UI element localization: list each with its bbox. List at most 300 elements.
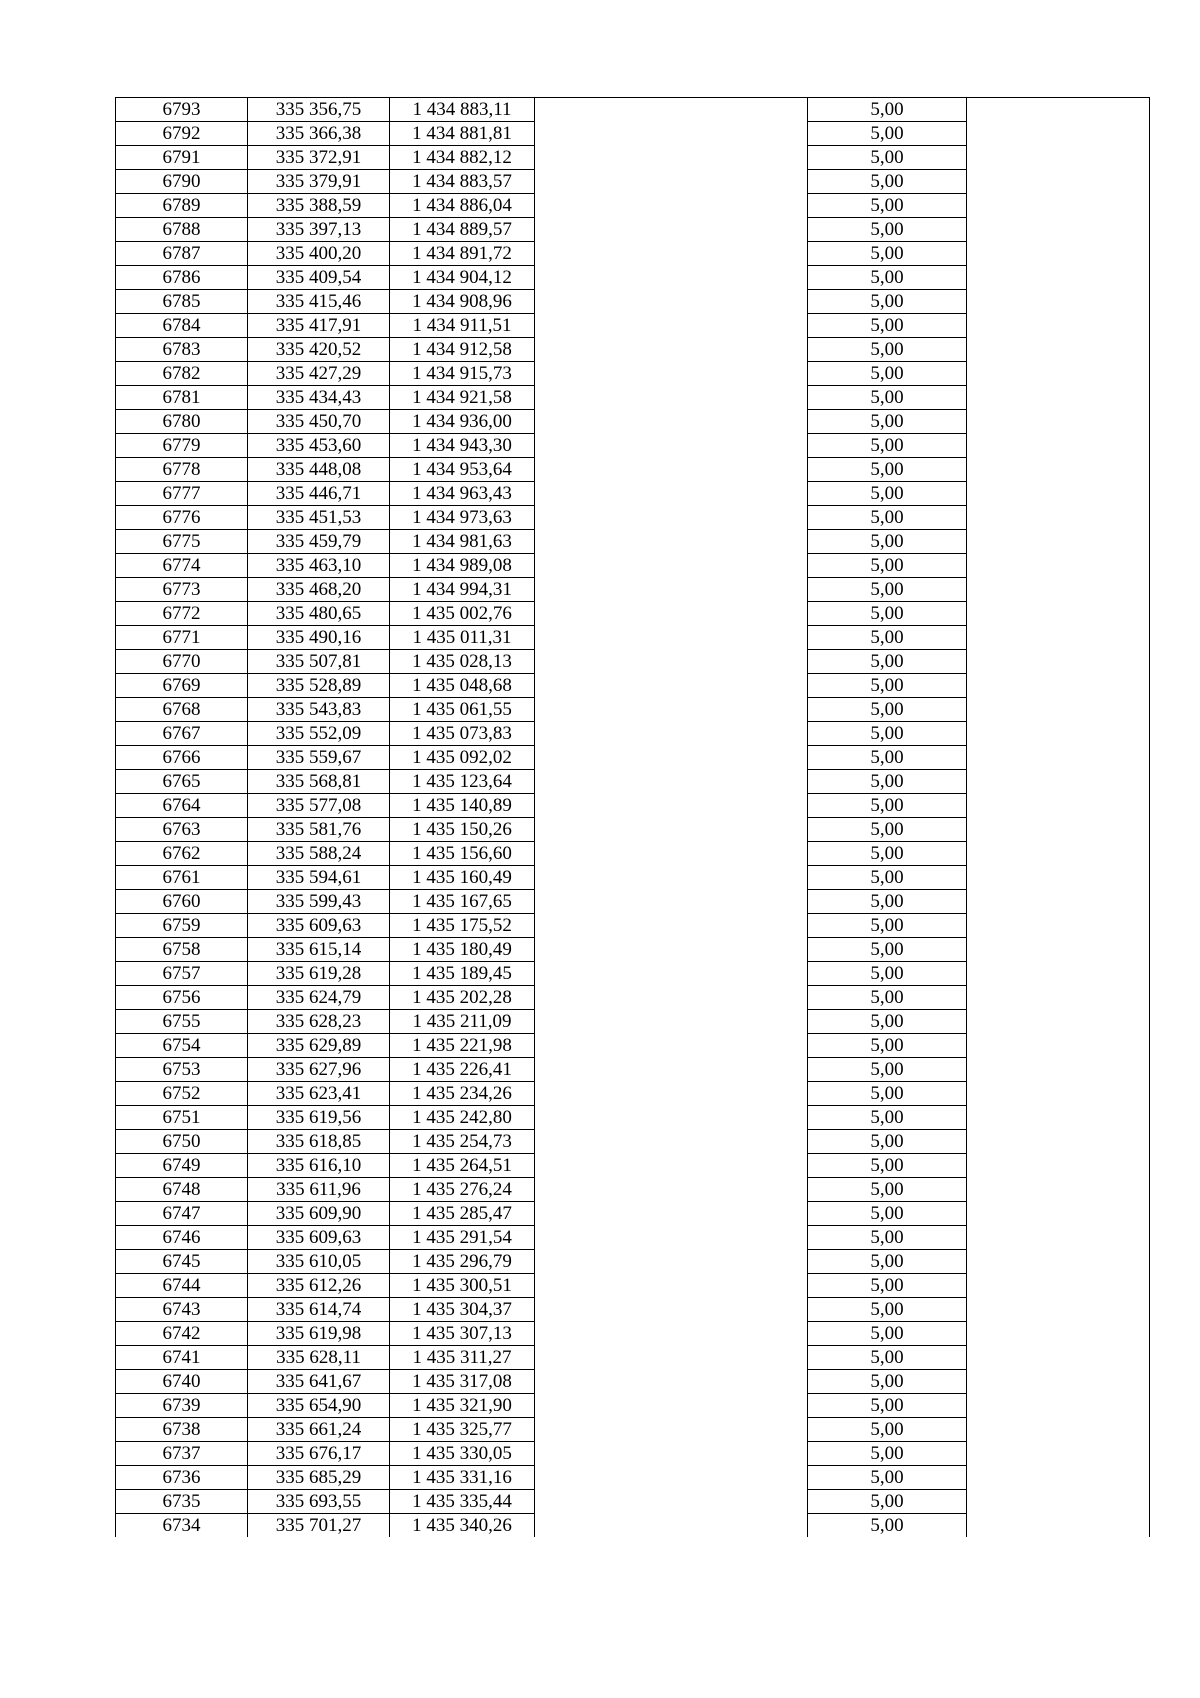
value-cell: 5,00 — [808, 650, 967, 674]
value-cell: 5,00 — [808, 842, 967, 866]
point-number-cell: 6735 — [116, 1490, 248, 1514]
point-number-cell: 6737 — [116, 1442, 248, 1466]
empty-cell — [535, 338, 808, 362]
point-number-cell: 6791 — [116, 146, 248, 170]
x-coordinate-cell: 335 400,20 — [248, 242, 390, 266]
empty-cell — [535, 1034, 808, 1058]
empty-cell — [967, 362, 1150, 386]
x-coordinate-cell: 335 388,59 — [248, 194, 390, 218]
empty-cell — [535, 746, 808, 770]
value-cell: 5,00 — [808, 1178, 967, 1202]
empty-cell — [967, 698, 1150, 722]
point-number-cell: 6782 — [116, 362, 248, 386]
y-coordinate-cell: 1 435 304,37 — [390, 1298, 535, 1322]
point-number-cell: 6776 — [116, 506, 248, 530]
empty-cell — [535, 1178, 808, 1202]
y-coordinate-cell: 1 434 973,63 — [390, 506, 535, 530]
y-coordinate-cell: 1 434 904,12 — [390, 266, 535, 290]
empty-cell — [967, 338, 1150, 362]
value-cell: 5,00 — [808, 554, 967, 578]
table-row — [116, 1178, 1150, 1202]
empty-cell — [535, 266, 808, 290]
table-row — [116, 1418, 1150, 1442]
y-coordinate-cell: 1 434 911,51 — [390, 314, 535, 338]
value-cell: 5,00 — [808, 1418, 967, 1442]
x-coordinate-cell: 335 468,20 — [248, 578, 390, 602]
x-coordinate-cell: 335 459,79 — [248, 530, 390, 554]
value-cell: 5,00 — [808, 938, 967, 962]
x-coordinate-cell: 335 463,10 — [248, 554, 390, 578]
empty-cell — [967, 1250, 1150, 1274]
value-cell: 5,00 — [808, 458, 967, 482]
x-coordinate-cell: 335 623,41 — [248, 1082, 390, 1106]
point-number-cell: 6742 — [116, 1322, 248, 1346]
value-cell: 5,00 — [808, 1490, 967, 1514]
empty-cell — [535, 794, 808, 818]
y-coordinate-cell: 1 435 221,98 — [390, 1034, 535, 1058]
empty-cell — [535, 1466, 808, 1490]
point-number-cell: 6757 — [116, 962, 248, 986]
empty-cell — [535, 1274, 808, 1298]
x-coordinate-cell: 335 641,67 — [248, 1370, 390, 1394]
empty-cell — [535, 1154, 808, 1178]
value-cell: 5,00 — [808, 986, 967, 1010]
table-row — [116, 290, 1150, 314]
y-coordinate-cell: 1 435 061,55 — [390, 698, 535, 722]
table-row — [116, 410, 1150, 434]
x-coordinate-cell: 335 627,96 — [248, 1058, 390, 1082]
value-cell: 5,00 — [808, 1058, 967, 1082]
x-coordinate-cell: 335 552,09 — [248, 722, 390, 746]
table-row — [116, 626, 1150, 650]
value-cell: 5,00 — [808, 434, 967, 458]
x-coordinate-cell: 335 619,28 — [248, 962, 390, 986]
y-coordinate-cell: 1 435 291,54 — [390, 1226, 535, 1250]
empty-cell — [967, 1490, 1150, 1514]
empty-cell — [535, 170, 808, 194]
y-coordinate-cell: 1 434 953,64 — [390, 458, 535, 482]
y-coordinate-cell: 1 435 300,51 — [390, 1274, 535, 1298]
table-row — [116, 98, 1150, 122]
point-number-cell: 6736 — [116, 1466, 248, 1490]
value-cell: 5,00 — [808, 1298, 967, 1322]
table-row — [116, 1274, 1150, 1298]
value-cell: 5,00 — [808, 602, 967, 626]
empty-cell — [967, 602, 1150, 626]
value-cell: 5,00 — [808, 794, 967, 818]
point-number-cell: 6764 — [116, 794, 248, 818]
x-coordinate-cell: 335 628,23 — [248, 1010, 390, 1034]
table-row — [116, 506, 1150, 530]
empty-cell — [967, 1346, 1150, 1370]
value-cell: 5,00 — [808, 266, 967, 290]
empty-cell — [967, 434, 1150, 458]
y-coordinate-cell: 1 435 321,90 — [390, 1394, 535, 1418]
x-coordinate-cell: 335 528,89 — [248, 674, 390, 698]
table-row — [116, 530, 1150, 554]
value-cell: 5,00 — [808, 1370, 967, 1394]
value-cell: 5,00 — [808, 698, 967, 722]
value-cell: 5,00 — [808, 1130, 967, 1154]
value-cell: 5,00 — [808, 530, 967, 554]
empty-cell — [535, 1010, 808, 1034]
value-cell: 5,00 — [808, 386, 967, 410]
x-coordinate-cell: 335 628,11 — [248, 1346, 390, 1370]
x-coordinate-cell: 335 588,24 — [248, 842, 390, 866]
value-cell: 5,00 — [808, 314, 967, 338]
table-row — [116, 1154, 1150, 1178]
x-coordinate-cell: 335 448,08 — [248, 458, 390, 482]
y-coordinate-cell: 1 435 211,09 — [390, 1010, 535, 1034]
empty-cell — [535, 1490, 808, 1514]
y-coordinate-cell: 1 435 330,05 — [390, 1442, 535, 1466]
empty-cell — [967, 122, 1150, 146]
value-cell: 5,00 — [808, 1226, 967, 1250]
empty-cell — [967, 1466, 1150, 1490]
table-row — [116, 122, 1150, 146]
empty-cell — [967, 842, 1150, 866]
empty-cell — [535, 818, 808, 842]
empty-cell — [967, 410, 1150, 434]
empty-cell — [967, 818, 1150, 842]
x-coordinate-cell: 335 366,38 — [248, 122, 390, 146]
table-row — [116, 146, 1150, 170]
point-number-cell: 6767 — [116, 722, 248, 746]
empty-cell — [967, 146, 1150, 170]
empty-cell — [535, 1418, 808, 1442]
table-row — [116, 938, 1150, 962]
empty-cell — [967, 746, 1150, 770]
value-cell: 5,00 — [808, 1202, 967, 1226]
empty-cell — [535, 938, 808, 962]
x-coordinate-cell: 335 599,43 — [248, 890, 390, 914]
point-number-cell: 6770 — [116, 650, 248, 674]
table-row — [116, 1466, 1150, 1490]
empty-cell — [535, 434, 808, 458]
empty-cell — [535, 1250, 808, 1274]
point-number-cell: 6763 — [116, 818, 248, 842]
point-number-cell: 6740 — [116, 1370, 248, 1394]
empty-cell — [967, 1130, 1150, 1154]
table-row — [116, 1298, 1150, 1322]
value-cell: 5,00 — [808, 1082, 967, 1106]
empty-cell — [967, 170, 1150, 194]
value-cell: 5,00 — [808, 170, 967, 194]
y-coordinate-cell: 1 434 989,08 — [390, 554, 535, 578]
value-cell: 5,00 — [808, 914, 967, 938]
empty-cell — [535, 578, 808, 602]
value-cell: 5,00 — [808, 98, 967, 122]
empty-cell — [967, 218, 1150, 242]
table-row — [116, 890, 1150, 914]
value-cell: 5,00 — [808, 626, 967, 650]
point-number-cell: 6747 — [116, 1202, 248, 1226]
empty-cell — [967, 266, 1150, 290]
empty-cell — [535, 1202, 808, 1226]
point-number-cell: 6760 — [116, 890, 248, 914]
table-row — [116, 266, 1150, 290]
value-cell: 5,00 — [808, 1514, 967, 1538]
empty-cell — [967, 458, 1150, 482]
empty-cell — [535, 1514, 808, 1538]
x-coordinate-cell: 335 409,54 — [248, 266, 390, 290]
y-coordinate-cell: 1 435 156,60 — [390, 842, 535, 866]
empty-cell — [967, 866, 1150, 890]
table-row — [116, 386, 1150, 410]
empty-cell — [535, 314, 808, 338]
table-row — [116, 1370, 1150, 1394]
y-coordinate-cell: 1 435 189,45 — [390, 962, 535, 986]
point-number-cell: 6761 — [116, 866, 248, 890]
empty-cell — [535, 698, 808, 722]
table-row — [116, 1034, 1150, 1058]
value-cell: 5,00 — [808, 410, 967, 434]
value-cell: 5,00 — [808, 674, 967, 698]
empty-cell — [967, 1082, 1150, 1106]
empty-cell — [535, 1322, 808, 1346]
empty-cell — [535, 98, 808, 122]
empty-cell — [967, 626, 1150, 650]
x-coordinate-cell: 335 693,55 — [248, 1490, 390, 1514]
point-number-cell: 6738 — [116, 1418, 248, 1442]
y-coordinate-cell: 1 435 331,16 — [390, 1466, 535, 1490]
empty-cell — [967, 1274, 1150, 1298]
x-coordinate-cell: 335 619,98 — [248, 1322, 390, 1346]
point-number-cell: 6779 — [116, 434, 248, 458]
empty-cell — [967, 722, 1150, 746]
empty-cell — [535, 194, 808, 218]
table-row — [116, 170, 1150, 194]
empty-cell — [967, 770, 1150, 794]
table-row — [116, 698, 1150, 722]
y-coordinate-cell: 1 434 943,30 — [390, 434, 535, 458]
y-coordinate-cell: 1 434 936,00 — [390, 410, 535, 434]
empty-cell — [967, 530, 1150, 554]
x-coordinate-cell: 335 629,89 — [248, 1034, 390, 1058]
point-number-cell: 6772 — [116, 602, 248, 626]
x-coordinate-cell: 335 420,52 — [248, 338, 390, 362]
y-coordinate-cell: 1 434 882,12 — [390, 146, 535, 170]
point-number-cell: 6765 — [116, 770, 248, 794]
point-number-cell: 6734 — [116, 1514, 248, 1538]
point-number-cell: 6774 — [116, 554, 248, 578]
y-coordinate-cell: 1 434 891,72 — [390, 242, 535, 266]
point-number-cell: 6775 — [116, 530, 248, 554]
x-coordinate-cell: 335 434,43 — [248, 386, 390, 410]
point-number-cell: 6749 — [116, 1154, 248, 1178]
y-coordinate-cell: 1 435 150,26 — [390, 818, 535, 842]
point-number-cell: 6748 — [116, 1178, 248, 1202]
x-coordinate-cell: 335 611,96 — [248, 1178, 390, 1202]
value-cell: 5,00 — [808, 482, 967, 506]
y-coordinate-cell: 1 435 254,73 — [390, 1130, 535, 1154]
point-number-cell: 6755 — [116, 1010, 248, 1034]
table-row — [116, 314, 1150, 338]
x-coordinate-cell: 335 614,74 — [248, 1298, 390, 1322]
table-row — [116, 1082, 1150, 1106]
point-number-cell: 6739 — [116, 1394, 248, 1418]
point-number-cell: 6744 — [116, 1274, 248, 1298]
y-coordinate-cell: 1 435 175,52 — [390, 914, 535, 938]
x-coordinate-cell: 335 507,81 — [248, 650, 390, 674]
table-row — [116, 338, 1150, 362]
value-cell: 5,00 — [808, 1442, 967, 1466]
empty-cell — [967, 242, 1150, 266]
y-coordinate-cell: 1 434 921,58 — [390, 386, 535, 410]
empty-cell — [535, 458, 808, 482]
empty-cell — [967, 1442, 1150, 1466]
y-coordinate-cell: 1 435 307,13 — [390, 1322, 535, 1346]
empty-cell — [535, 866, 808, 890]
table-body — [116, 98, 1150, 1538]
x-coordinate-cell: 335 654,90 — [248, 1394, 390, 1418]
empty-cell — [967, 938, 1150, 962]
empty-cell — [967, 1058, 1150, 1082]
x-coordinate-cell: 335 379,91 — [248, 170, 390, 194]
x-coordinate-cell: 335 446,71 — [248, 482, 390, 506]
y-coordinate-cell: 1 435 160,49 — [390, 866, 535, 890]
value-cell: 5,00 — [808, 1106, 967, 1130]
point-number-cell: 6769 — [116, 674, 248, 698]
empty-cell — [967, 1178, 1150, 1202]
empty-cell — [535, 1082, 808, 1106]
empty-cell — [967, 890, 1150, 914]
value-cell: 5,00 — [808, 194, 967, 218]
x-coordinate-cell: 335 616,10 — [248, 1154, 390, 1178]
point-number-cell: 6786 — [116, 266, 248, 290]
table-row — [116, 554, 1150, 578]
point-number-cell: 6790 — [116, 170, 248, 194]
value-cell: 5,00 — [808, 578, 967, 602]
empty-cell — [535, 1346, 808, 1370]
y-coordinate-cell: 1 435 180,49 — [390, 938, 535, 962]
table-row — [116, 1346, 1150, 1370]
empty-cell — [967, 650, 1150, 674]
point-number-cell: 6752 — [116, 1082, 248, 1106]
empty-cell — [967, 506, 1150, 530]
point-number-cell: 6768 — [116, 698, 248, 722]
coordinates-table — [115, 97, 1150, 1537]
y-coordinate-cell: 1 435 296,79 — [390, 1250, 535, 1274]
point-number-cell: 6741 — [116, 1346, 248, 1370]
x-coordinate-cell: 335 415,46 — [248, 290, 390, 314]
empty-cell — [967, 1010, 1150, 1034]
x-coordinate-cell: 335 594,61 — [248, 866, 390, 890]
y-coordinate-cell: 1 434 908,96 — [390, 290, 535, 314]
x-coordinate-cell: 335 427,29 — [248, 362, 390, 386]
y-coordinate-cell: 1 435 123,64 — [390, 770, 535, 794]
empty-cell — [967, 1106, 1150, 1130]
table-row — [116, 1130, 1150, 1154]
empty-cell — [535, 602, 808, 626]
y-coordinate-cell: 1 435 234,26 — [390, 1082, 535, 1106]
empty-cell — [535, 122, 808, 146]
empty-cell — [967, 914, 1150, 938]
table-row — [116, 722, 1150, 746]
empty-cell — [535, 554, 808, 578]
point-number-cell: 6793 — [116, 98, 248, 122]
point-number-cell: 6780 — [116, 410, 248, 434]
y-coordinate-cell: 1 434 963,43 — [390, 482, 535, 506]
point-number-cell: 6766 — [116, 746, 248, 770]
empty-cell — [967, 1202, 1150, 1226]
y-coordinate-cell: 1 434 886,04 — [390, 194, 535, 218]
x-coordinate-cell: 335 372,91 — [248, 146, 390, 170]
point-number-cell: 6778 — [116, 458, 248, 482]
empty-cell — [535, 1298, 808, 1322]
empty-cell — [535, 962, 808, 986]
table-row — [116, 1010, 1150, 1034]
point-number-cell: 6789 — [116, 194, 248, 218]
empty-cell — [967, 482, 1150, 506]
table-row — [116, 842, 1150, 866]
y-coordinate-cell: 1 435 335,44 — [390, 1490, 535, 1514]
x-coordinate-cell: 335 451,53 — [248, 506, 390, 530]
value-cell: 5,00 — [808, 1274, 967, 1298]
x-coordinate-cell: 335 609,63 — [248, 914, 390, 938]
empty-cell — [967, 1034, 1150, 1058]
empty-cell — [535, 146, 808, 170]
empty-cell — [967, 578, 1150, 602]
empty-cell — [967, 314, 1150, 338]
point-number-cell: 6751 — [116, 1106, 248, 1130]
y-coordinate-cell: 1 435 325,77 — [390, 1418, 535, 1442]
value-cell: 5,00 — [808, 818, 967, 842]
table-row — [116, 794, 1150, 818]
x-coordinate-cell: 335 685,29 — [248, 1466, 390, 1490]
empty-cell — [535, 842, 808, 866]
point-number-cell: 6771 — [116, 626, 248, 650]
empty-cell — [967, 1154, 1150, 1178]
point-number-cell: 6788 — [116, 218, 248, 242]
empty-cell — [535, 386, 808, 410]
value-cell: 5,00 — [808, 1322, 967, 1346]
x-coordinate-cell: 335 610,05 — [248, 1250, 390, 1274]
empty-cell — [967, 1226, 1150, 1250]
empty-cell — [535, 674, 808, 698]
value-cell: 5,00 — [808, 1250, 967, 1274]
table-row — [116, 482, 1150, 506]
table-row — [116, 194, 1150, 218]
point-number-cell: 6784 — [116, 314, 248, 338]
empty-cell — [535, 1370, 808, 1394]
point-number-cell: 6777 — [116, 482, 248, 506]
empty-cell — [535, 482, 808, 506]
point-number-cell: 6743 — [116, 1298, 248, 1322]
empty-cell — [535, 218, 808, 242]
empty-cell — [535, 1226, 808, 1250]
empty-cell — [535, 1058, 808, 1082]
x-coordinate-cell: 335 624,79 — [248, 986, 390, 1010]
value-cell: 5,00 — [808, 1010, 967, 1034]
y-coordinate-cell: 1 434 912,58 — [390, 338, 535, 362]
point-number-cell: 6787 — [116, 242, 248, 266]
empty-cell — [535, 410, 808, 434]
table-row — [116, 362, 1150, 386]
point-number-cell: 6745 — [116, 1250, 248, 1274]
empty-cell — [535, 1106, 808, 1130]
y-coordinate-cell: 1 435 011,31 — [390, 626, 535, 650]
y-coordinate-cell: 1 434 881,81 — [390, 122, 535, 146]
empty-cell — [967, 290, 1150, 314]
value-cell: 5,00 — [808, 290, 967, 314]
point-number-cell: 6750 — [116, 1130, 248, 1154]
table-row — [116, 434, 1150, 458]
x-coordinate-cell: 335 618,85 — [248, 1130, 390, 1154]
y-coordinate-cell: 1 435 242,80 — [390, 1106, 535, 1130]
x-coordinate-cell: 335 568,81 — [248, 770, 390, 794]
empty-cell — [535, 770, 808, 794]
